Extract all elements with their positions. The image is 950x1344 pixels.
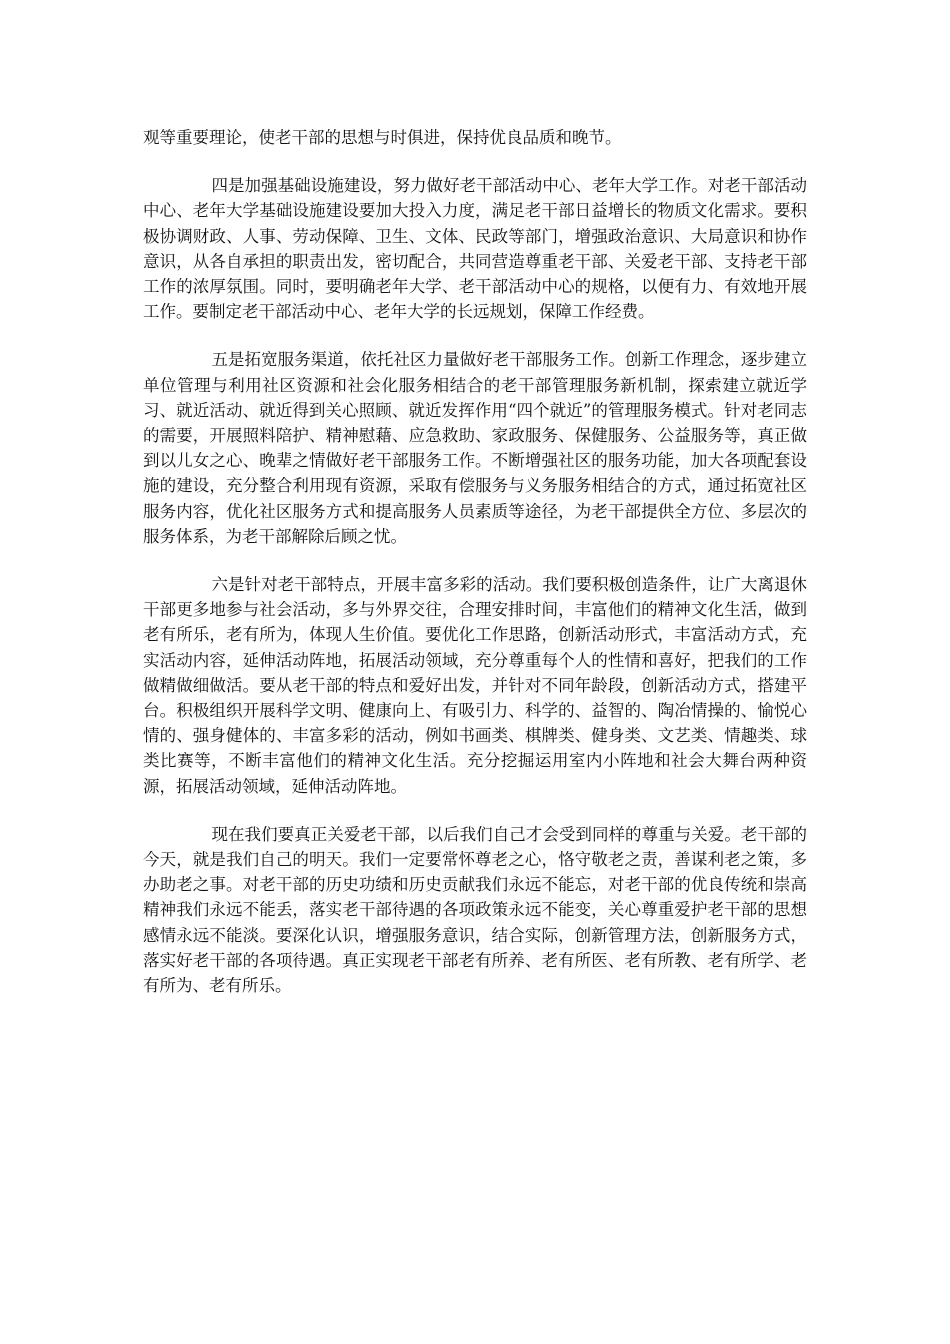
paragraph-gap bbox=[143, 150, 807, 173]
paragraph-infrastructure: 四是加强基础设施建设，努力做好老干部活动中心、老年大学工作。对老干部活动中心、老年大学基础设施建设要加大投入力度，满足老干部日益增长的物质文化需求。要积极协调财政、人事、劳动保障、卫生、文体、民政等部门，增强政治意识、大局意识和协作意识，从各自承担的职责出发，密切配合，共同营造尊重老干部、关爱老干部、支持老干部工作的浓厚氛围。同时，要明确老年大学、老干部活动中心的规格，以便有力、有效地开展工作。要制定老干部活动中心、老年大学的长远规划，保障工作经费。 bbox=[143, 176, 807, 322]
paragraph-community-service: 五是拓宽服务渠道，依托社区力量做好老干部服务工作。创新工作理念，逐步建立单位管理与利用社区资源和社会化服务相结合的老干部管理服务新机制，探索建立就近学习、就近活动、就近得到关心照顾、就近发挥作用“四个就近”的管理服务模式。针对老同志的需要，开展照料陪护、精神慰藉、应急救助、家政服务、保健服务、公益服务等，真正做到以儿女之心、晚辈之情做好老干部服务工作。不断增强社区的服务功能，加大各项配套设施的建设，充分整合利用现有资源，采取有偿服务与义务服务相结合的方式，通过拓宽社区服务内容，优化社区服务方式和提高服务人员素质等途径，为老干部提供全方位、多层次的服务体系，为老干部解除后顾之忧。 bbox=[143, 350, 807, 546]
paragraph-gap bbox=[143, 799, 807, 822]
paragraph-conclusion: 现在我们要真正关爱老干部，以后我们自己才会受到同样的尊重与关爱。老干部的今天，就是我们自己的明天。我们一定要常怀尊老之心，恪守敬老之责，善谋利老之策，多办助老之事。对老干部的历史功绩和历史贡献我们永远不能忘，对老干部的优良传统和崇高精神我们永远不能丢，落实老干部待遇的各项政策永远不能变，关心尊重爱护老干部的思想感情永远不能淡。要深化认识，增强服务意识，结合实际，创新管理方法，创新服务方式，落实好老干部的各项待遇。真正实现老干部老有所养、老有所医、老有所教、老有所学、老有所为、老有所乐。 bbox=[143, 824, 807, 996]
paragraph-gap bbox=[143, 324, 807, 347]
paragraph-activities: 六是针对老干部特点，开展丰富多彩的活动。我们要积极创造条件，让广大离退休干部更多地参与社会活动，多与外界交往，合理安排时间，丰富他们的精神文化生活，做到老有所乐，老有所为，体现人生价值。要优化工作思路，创新活动形式，丰富活动方式，充实活动内容，延伸活动阵地，拓展活动领域，充分尊重每个人的性情和喜好，把我们的工作做精做细做活。要从老干部的特点和爱好出发，并针对不同年龄段，创新活动方式，搭建平台。积极组织开展科学文明、健康向上、有吸引力、科学的、益智的、陶冶情操的、愉悦心情的、强身健体的、丰富多彩的活动，例如书画类、棋牌类、健身类、文艺类、情趣类、球类比赛等，不断丰富他们的精神文化生活。充分挖掘运用室内小阵地和社会大舞台两种资源，拓展活动领域，延伸活动阵地。 bbox=[143, 575, 807, 796]
document-body bbox=[143, 125, 807, 998]
paragraph-continuation: 观等重要理论，使老干部的思想与时俱进，保持优良品质和晚节。 bbox=[143, 128, 622, 147]
paragraph-gap bbox=[143, 549, 807, 572]
